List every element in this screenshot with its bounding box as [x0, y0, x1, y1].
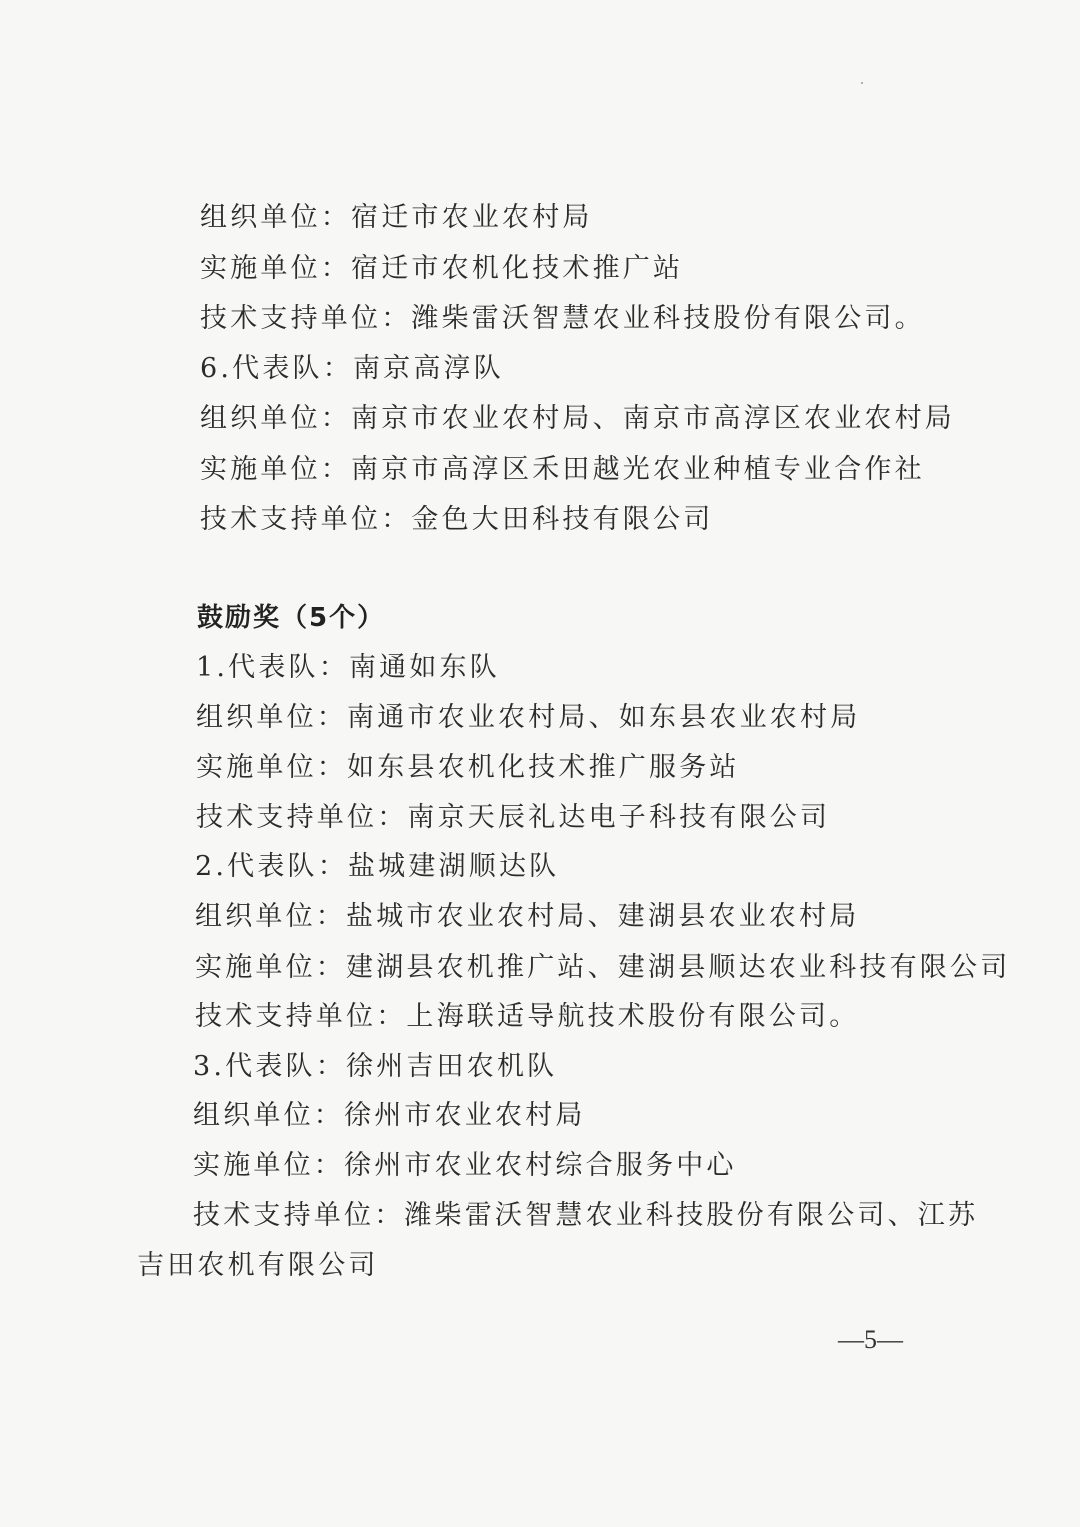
prev-org-line: 组织单位：宿迁市农业农村局 [200, 202, 593, 233]
encourage-team1-org-line: 组织单位：南通市农业农村局、如东县农业农村局 [196, 702, 861, 733]
prev-impl-line: 实施单位：宿迁市农机化技术推广站 [200, 253, 684, 284]
team6-impl-line: 实施单位：南京市高淳区禾田越光农业种植专业合作社 [200, 454, 925, 485]
encourage-award-heading: 鼓励奖（5个） [197, 603, 386, 633]
encourage-team3-tech-line-2: 吉田农机有限公司 [137, 1250, 379, 1281]
encourage-team1-title: 1.代表队：南通如东队 [196, 652, 500, 683]
encourage-team2-tech-line: 技术支持单位：上海联适导航技术股份有限公司。 [195, 1001, 860, 1032]
encourage-team1-tech-line: 技术支持单位：南京天辰礼达电子科技有限公司 [196, 802, 831, 833]
encourage-team2-impl-line: 实施单位：建湖县农机推广站、建湖县顺达农业科技有限公司 [195, 952, 1011, 983]
team6-tech-line: 技术支持单位：金色大田科技有限公司 [200, 504, 714, 535]
team6-title: 6.代表队：南京高淳队 [200, 353, 504, 384]
encourage-team2-title: 2.代表队：盐城建湖顺达队 [195, 851, 560, 882]
encourage-team3-tech-line-1: 技术支持单位：潍柴雷沃智慧农业科技股份有限公司、江苏 [193, 1200, 979, 1231]
encourage-team3-org-line: 组织单位：徐州市农业农村局 [193, 1100, 586, 1131]
encourage-team1-impl-line: 实施单位：如东县农机化技术推广服务站 [196, 752, 740, 783]
scan-speck [861, 82, 863, 84]
page-number: —5— [838, 1325, 903, 1354]
encourage-team3-impl-line: 实施单位：徐州市农业农村综合服务中心 [193, 1150, 737, 1181]
encourage-team2-org-line: 组织单位：盐城市农业农村局、建湖县农业农村局 [195, 901, 860, 932]
encourage-team3-title: 3.代表队：徐州吉田农机队 [193, 1051, 558, 1082]
team6-org-line: 组织单位：南京市农业农村局、南京市高淳区农业农村局 [200, 403, 955, 434]
prev-tech-line: 技术支持单位：潍柴雷沃智慧农业科技股份有限公司。 [200, 303, 925, 334]
